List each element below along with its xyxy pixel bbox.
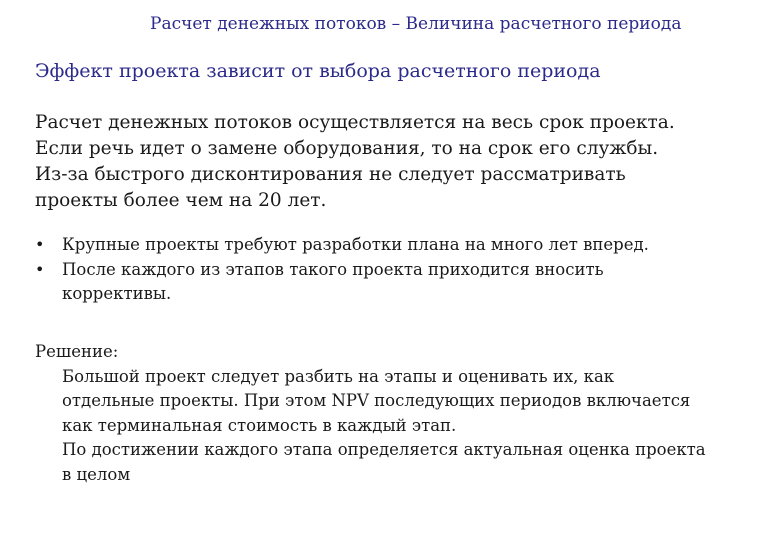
- bullet-list: [35, 233, 755, 307]
- bullet-line: Крупные проекты требуют разработки плана на много лет вперед.: [62, 235, 649, 254]
- intro-line: проекты более чем на 20 лет.: [35, 190, 327, 211]
- intro-paragraph: [35, 110, 755, 214]
- bullet-text: [62, 233, 755, 257]
- intro-line: Из-за быстрого дисконтирования не следует рассматривать: [35, 164, 626, 185]
- solution-line: в целом: [62, 464, 131, 484]
- header-divider: [0, 52, 780, 53]
- intro-line: Расчет денежных потоков осуществляется на весь срок проекта.: [35, 112, 675, 133]
- bullet-marker: •: [35, 235, 45, 254]
- slide-header: [0, 10, 780, 50]
- solution-body: [35, 365, 755, 488]
- solution-line: По достижении каждого этапа определяется актуальная оценка проекта: [62, 440, 706, 459]
- slide-subtitle: Эффект проекта зависит от выбора расчетного периода: [35, 60, 601, 82]
- solution-line: Большой проект следует разбить на этапы и оценивать их, как: [62, 366, 615, 386]
- bullet-item: [35, 233, 755, 257]
- solution-section: [35, 340, 755, 487]
- solution-line: как терминальная стоимость в каждый этап.: [62, 415, 457, 435]
- intro-line: Если речь идет о замене оборудования, то на срок его службы.: [35, 138, 659, 159]
- bullet-text: [62, 258, 755, 306]
- bullet-line: коррективы.: [62, 284, 172, 303]
- bullet-line: После каждого из этапов такого проекта приходится вносить: [62, 260, 604, 279]
- solution-line: отдельные проекты. При этом NPV последующих периодов включается: [62, 391, 691, 410]
- bullet-marker: •: [35, 260, 45, 279]
- bullet-item: [35, 258, 755, 306]
- slide-title: Расчет денежных потоков – Величина расчетного периода: [150, 14, 682, 34]
- solution-label: Решение:: [35, 342, 119, 361]
